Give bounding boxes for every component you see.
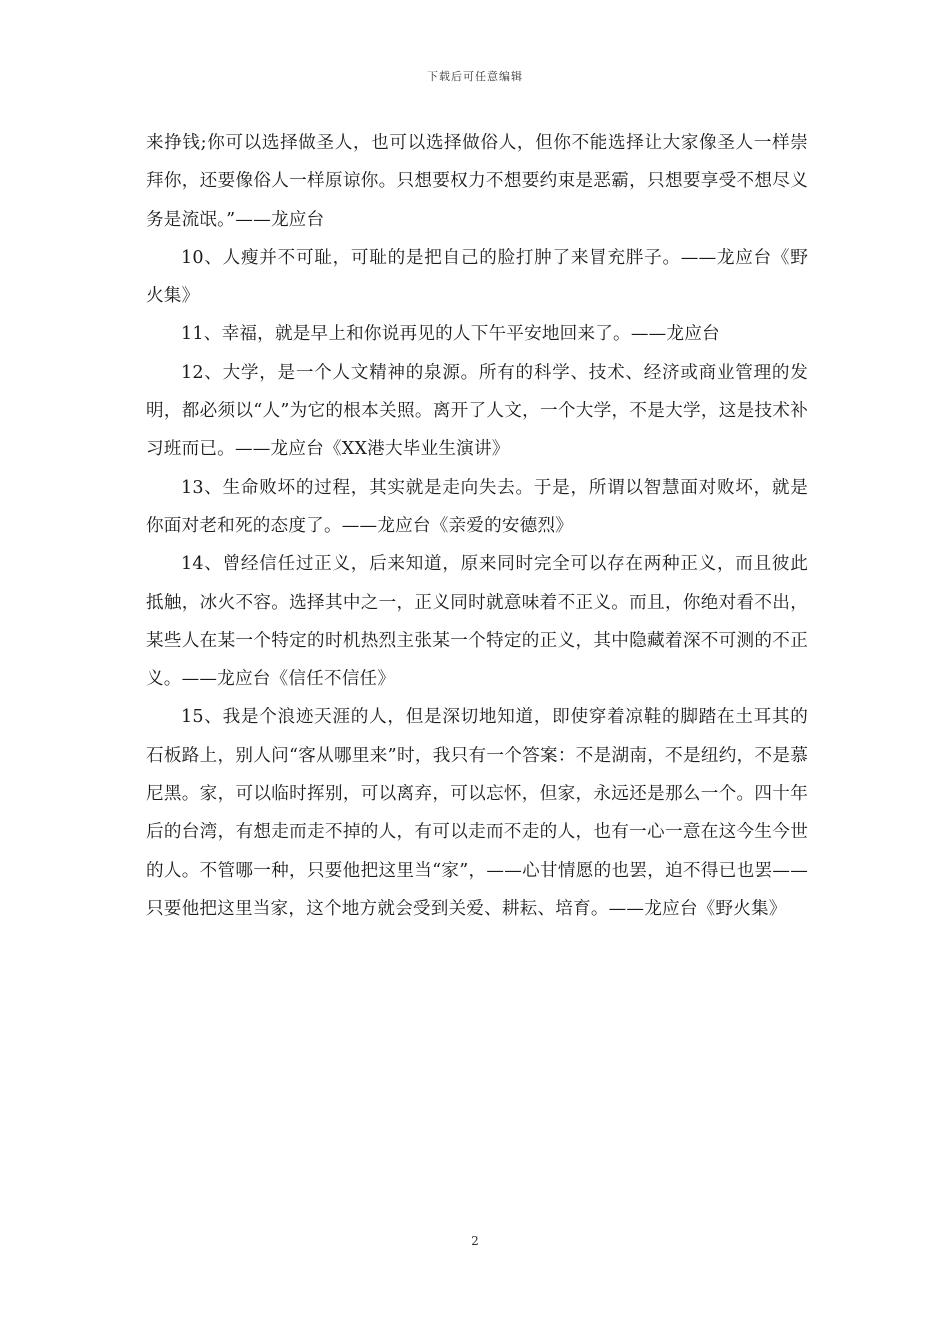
document-body (146, 124, 808, 928)
page-header: 下载后可任意编辑 (427, 70, 523, 83)
page-number: 2 (471, 1234, 479, 1248)
paragraph-continuation: 来挣钱;你可以选择做圣人，也可以选择做俗人，但你不能选择让大家像圣人一样崇拜你，还要像俗人一样原谅你。只想要权力不想要约束是恶霸，只想要享受不想尽义务是流氓。”——龙应台 (146, 133, 808, 230)
paragraph-quote-13: 13、生命败坏的过程，其实就是走向失去。于是，所谓以智慧面对败坏，就是你面对老和死的态度了。——龙应台《亲爱的安德烈》 (146, 477, 808, 536)
paragraph-quote-14: 14、曾经信任过正义，后来知道，原来同时完全可以存在两种正义，而且彼此抵触，冰火不容。选择其中之一，正义同时就意味着不正义。而且，你绝对看不出，某些人在某一个特定的时机热烈主张某一个特定的正义，其中隐藏着深不可测的不正义。——龙应台《信任不信任》 (146, 554, 808, 690)
paragraph-quote-15: 15、我是个浪迹天涯的人，但是深切地知道，即使穿着凉鞋的脚踏在土耳其的石板路上，别人问“客从哪里来”时，我只有一个答案：不是湖南，不是纽约，不是慕尼黑。家，可以临时挥别，可以离弃，可以忘怀，但家，永远还是那么一个。四十年后的台湾，有想走而走不掉的人，有可以走而不走的人，也有一心一意在这今生今世的人。不管哪一种，只要他把这里当“家”，——心甘情愿的也罢，迫不得已也罢——只要他把这里当家，这个地方就会受到关爱、耕耘、培育。——龙应台《野火集》 (146, 707, 808, 919)
paragraph-quote-11: 11、幸福，就是早上和你说再见的人下午平安地回来了。——龙应台 (181, 324, 720, 345)
paragraph-quote-12: 12、大学，是一个人文精神的泉源。所有的科学、技术、经济或商业管理的发明，都必须以“人”为它的根本关照。离开了人文，一个大学，不是大学，这是技术补习班而已。——龙应台《XX港大毕业生演讲》 (146, 362, 808, 460)
paragraph-quote-10: 10、人瘦并不可耻，可耻的是把自己的脸打肿了来冒充胖子。——龙应台《野火集》 (146, 247, 808, 307)
